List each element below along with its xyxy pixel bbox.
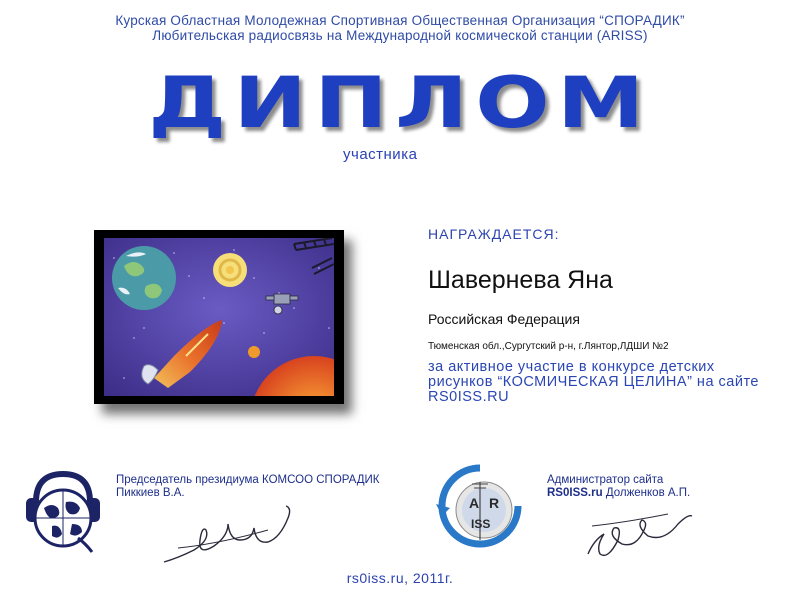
space-drawing-image: [104, 238, 334, 396]
admin-name: Долженков А.П.: [605, 487, 691, 499]
recipient-address: Тюменская обл.,Сургутский р-н, г.Лянтор,ЛДШИ №2: [428, 341, 669, 352]
awarded-label: НАГРАЖДАЕТСЯ:: [428, 226, 560, 242]
ariss-letter-r: R: [489, 495, 500, 511]
admin-title: Администратор сайта: [547, 474, 664, 486]
ariss-letter-a: A: [469, 495, 480, 511]
organization-name: Курская Областная Молодежная Спортивная Общественная Организация “СПОРАДИК”: [115, 13, 685, 28]
recipient-country: Российская Федерация: [428, 311, 580, 327]
recipient-name: Шавернева Яна: [428, 266, 613, 294]
sporadic-globe-logo: [22, 468, 104, 554]
award-reason: за активное участие в конкурсе детских рисунков “КОСМИЧЕСКАЯ ЦЕЛИНА” на сайте RS0ISS.RU: [428, 359, 759, 405]
organization-subtitle: Любительская радиосвязь на Международной космической станции (ARISS): [152, 28, 648, 43]
chairman-signature: [158, 500, 298, 572]
artwork-frame: [94, 230, 344, 404]
chairman-signatory: Председатель президиума КОМСОО СПОРАДИК Пиккиев В.А.: [116, 474, 380, 499]
footer-site-year: rs0iss.ru, 2011г.: [346, 570, 454, 586]
ariss-letters-iss: ISS: [471, 517, 491, 531]
admin-site: RS0ISS.ru: [547, 487, 603, 499]
diploma-title: ДИПЛОМ: [148, 62, 652, 144]
diploma-subtitle: участника: [343, 146, 418, 163]
administrator-signature: [578, 496, 698, 568]
ariss-logo: [436, 464, 524, 550]
